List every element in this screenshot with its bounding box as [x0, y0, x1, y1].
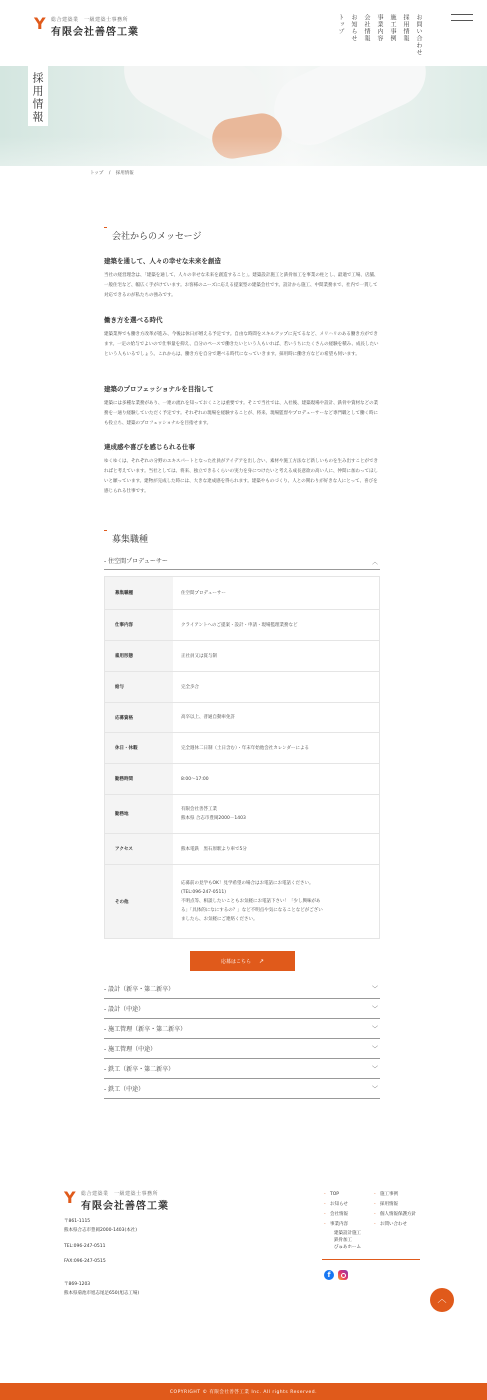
accordion-label: - 住空間プロデューサー — [104, 558, 168, 565]
chevron-up-icon: ︿ — [371, 559, 378, 566]
footer-sublink[interactable]: びゅあホーム — [334, 1245, 361, 1250]
footer-divider — [322, 1259, 420, 1260]
menu-icon[interactable] — [451, 14, 473, 24]
facebook-icon[interactable]: f — [324, 1270, 334, 1280]
job-accordion[interactable] — [104, 1079, 380, 1099]
chevron-down-icon: ﹀ — [371, 1026, 378, 1033]
external-link-icon: ↗ — [258, 957, 265, 965]
message-block-title: 働き方を選べる時代 — [104, 316, 163, 324]
breadcrumb-current: 採用情報 — [115, 171, 134, 176]
footer-address-factory: 〒869-1203 熊本県菊池市旭志尾足650(旭志工場) — [64, 1282, 140, 1296]
row-value: 住空間プロデューサー — [181, 590, 226, 596]
nav-top[interactable]: トップ — [337, 14, 344, 35]
job-accordion[interactable] — [104, 999, 380, 1019]
row-value: 完全歩合 — [181, 684, 199, 690]
breadcrumb-top[interactable]: トップ — [90, 171, 104, 176]
row-key: その他 — [105, 865, 173, 938]
jobs-heading: 募集職種 — [104, 532, 148, 545]
footer-sublink[interactable]: 建築設計施工 — [334, 1231, 361, 1236]
job-detail-table — [104, 576, 380, 939]
accordion-label: - 施工管理（新卒・第二新卒） — [104, 1026, 187, 1033]
accordion-label: - 鉄工（中途） — [104, 1086, 145, 1093]
row-key: 休日・休暇 — [105, 733, 173, 763]
nav-works[interactable]: 施工事例 — [389, 14, 396, 42]
row-value: 正社員又は賞与制 — [181, 653, 217, 659]
hero-fade — [0, 136, 487, 166]
footer-nav-right — [374, 1190, 416, 1230]
logo-mark-icon: Y — [64, 1188, 76, 1207]
accordion-label: - 鉄工（新卒・第二新卒） — [104, 1066, 175, 1073]
accordion-label: - 施工管理（中途） — [104, 1046, 157, 1053]
chevron-up-icon: ︿ — [437, 1295, 447, 1305]
chevron-down-icon: ﹀ — [371, 1046, 378, 1053]
row-key: 雇用形態 — [105, 641, 173, 671]
breadcrumb-separator: / — [108, 171, 111, 176]
row-value: 完全週休二日制（土日含む）・年末年始他会社カレンダーによる — [181, 745, 309, 751]
chevron-down-icon: ﹀ — [371, 1006, 378, 1013]
footer-nav-left — [324, 1190, 361, 1251]
footer-link-privacy[interactable]: - 個人情報保護方針 — [374, 1210, 416, 1220]
message-block-body: 当社の経営理念は、「建築を通して、人々の幸せな未来を創造すること」。建築設計施工と鉄骨加工を事業の柱とし、最適で工場、店舗、一般住宅など、幅広く手がけています。お客様のニーズに応える提案型の建築会社です。設計から施工、中間業務まで、社内で一貫して対応できるのが私たちの強みです。 — [104, 273, 379, 298]
chevron-down-icon: ﹀ — [371, 986, 378, 993]
message-block — [104, 442, 380, 497]
message-block-body: 建築には多種な業務があり、一連の流れを知っておくことは重要です。そこで当社では、入社後、建築現場や設計、鉄骨や資材などの業務を一通り経験していただく予定です。それぞれの現場を経験することが、将来、現場監督やプロデューサーなど専門職として働く時にも役立ち、建築のプロフェッショナルを目指せます。 — [104, 401, 379, 426]
footer-link-company[interactable]: - 会社情報 — [324, 1210, 361, 1220]
instagram-icon[interactable] — [338, 1270, 348, 1280]
row-value: 有限会社善啓工業 熊本県 合志市豊岡2000－1403 — [181, 807, 246, 821]
row-key: 勤務地 — [105, 795, 173, 833]
global-nav — [335, 14, 423, 56]
nav-company[interactable]: 会社情報 — [363, 14, 370, 42]
table-row — [105, 703, 379, 733]
row-value: 高卒以上、普通自動車免許 — [181, 715, 235, 720]
table-row — [105, 834, 379, 865]
row-value: クライアントへのご提案・設計・申請・現場監理業務など — [181, 622, 298, 628]
apply-button-label: 応募はこちら — [220, 958, 251, 965]
row-value: 応募前の見学もOK！見学希望の場合はお電話にお電話ください。 (TEL:096-247-0511) 不明点等、相談したいこともお気軽にお電話下さい！「少し興味があ る」「具体的になにするの？」など不明点や気になることなどがござい ましたら、お気軽にご連絡ください。 — [181, 881, 323, 922]
footer-address-main: 〒861-1115 熊本県合志市豊岡2000-1403(本社) — [64, 1219, 138, 1233]
footer-link-recruit[interactable]: - 採用情報 — [374, 1200, 416, 1210]
row-key: 募集職種 — [105, 577, 173, 609]
footer-fax: FAX:096-247-0515 — [64, 1259, 106, 1264]
message-block — [104, 256, 380, 301]
logo-name: 有限会社善啓工業 — [51, 27, 139, 38]
site-logo[interactable] — [34, 16, 154, 36]
table-row — [105, 865, 379, 938]
table-row — [105, 610, 379, 641]
logo-name: 有限会社善啓工業 — [81, 1201, 169, 1212]
row-key: 応募資格 — [105, 703, 173, 732]
chevron-down-icon: ﹀ — [371, 1086, 378, 1093]
nav-business[interactable]: 事業内容 — [376, 14, 383, 42]
nav-recruit[interactable]: 採用情報 — [402, 14, 409, 42]
footer-logo[interactable] — [64, 1190, 184, 1210]
accordion-label: - 設計（新卒・第二新卒） — [104, 986, 175, 993]
message-block-body: 建築業界でも働き方改革が進み、今後は休日が増える予定です。自由な時間をスキルアップに充てるなど、メリハリのある働き方ができます。一定の給与でよいので仕事量を抑え、自分のペースで働きたいという人もいれば、若いうちにたくさんの経験を積み、成長したいという人もいるでしょう。これからは、働き方を自分で選べる時代になっていきます。採用時に働き方などの希望も伺います。 — [104, 332, 379, 357]
apply-button[interactable] — [190, 951, 295, 971]
footer-link-business[interactable]: - 事業内容 — [324, 1220, 361, 1230]
row-value: 熊本電鉄 黒石原駅より車で5分 — [181, 846, 247, 852]
footer-link-news[interactable]: - お知らせ — [324, 1200, 361, 1210]
hero-image — [0, 66, 487, 166]
nav-news[interactable]: お知らせ — [350, 14, 357, 42]
logo-subtitle: 総合建築業 一級建築士事務所 — [81, 1191, 159, 1197]
page-title: 採用情報 — [28, 66, 48, 126]
message-block-body: ゆくゆくは、それぞれの分野のエキスパートとなった社員がアイデアを出し合い、素材や施工方法など新しいものを生み出すことができればと考えています。当社としては、将来、独立できるくらいの実力を身につけたいと考える成長意欲の高い人に、仲間に加わってほしいと願っています。建物が完成した時には、大きな達成感を得られます。建築やものづくり、人との関わりが好きな人にとって、喜びを感じられる仕事です。 — [104, 459, 378, 494]
logo-subtitle: 総合建築業 一級建築士事務所 — [51, 17, 129, 23]
row-key: 給与 — [105, 672, 173, 702]
table-row — [105, 764, 379, 795]
row-key: 仕事内容 — [105, 610, 173, 640]
table-row — [105, 795, 379, 834]
message-block — [104, 315, 380, 360]
footer-link-top[interactable]: - TOP — [324, 1190, 361, 1200]
row-value: 8:00〜17:00 — [181, 776, 209, 782]
chevron-down-icon: ﹀ — [371, 1066, 378, 1073]
footer-link-contact[interactable]: - お問い合わせ — [374, 1220, 416, 1230]
job-accordion[interactable] — [104, 979, 380, 999]
message-block-title: 建築のプロフェッショナルを目指して — [104, 385, 214, 393]
nav-contact[interactable]: お問い合わせ — [415, 14, 422, 56]
table-row — [105, 733, 379, 764]
copyright-text: COPYRIGHT © 有限会社善啓工業 Inc. All rights Reserved. — [169, 1389, 318, 1395]
job-accordion[interactable] — [104, 1059, 380, 1079]
footer-tel: TEL:096-247-0511 — [64, 1244, 106, 1249]
message-block — [104, 384, 380, 429]
job-accordion[interactable] — [104, 1039, 380, 1059]
message-block-title: 達成感や喜びを感じられる仕事 — [104, 443, 195, 451]
breadcrumb — [90, 170, 138, 176]
footer-sublink[interactable]: 鉄骨加工 — [334, 1238, 352, 1243]
message-block-title: 建築を通して、人々の幸せな未来を創造 — [104, 257, 221, 265]
logo-mark-icon: Y — [34, 14, 46, 33]
row-key: アクセス — [105, 834, 173, 864]
copyright-bar — [0, 1383, 487, 1400]
footer-link-works[interactable]: - 施工事例 — [374, 1190, 416, 1200]
message-heading: 会社からのメッセージ — [104, 229, 201, 242]
accordion-label: - 設計（中途） — [104, 1006, 145, 1013]
table-row — [105, 577, 379, 610]
back-to-top-button[interactable] — [430, 1288, 454, 1312]
job-accordion-producer[interactable] — [104, 556, 380, 570]
site-header — [0, 0, 487, 66]
job-accordion[interactable] — [104, 1019, 380, 1039]
row-key: 勤務時間 — [105, 764, 173, 794]
table-row — [105, 672, 379, 703]
table-row — [105, 641, 379, 672]
